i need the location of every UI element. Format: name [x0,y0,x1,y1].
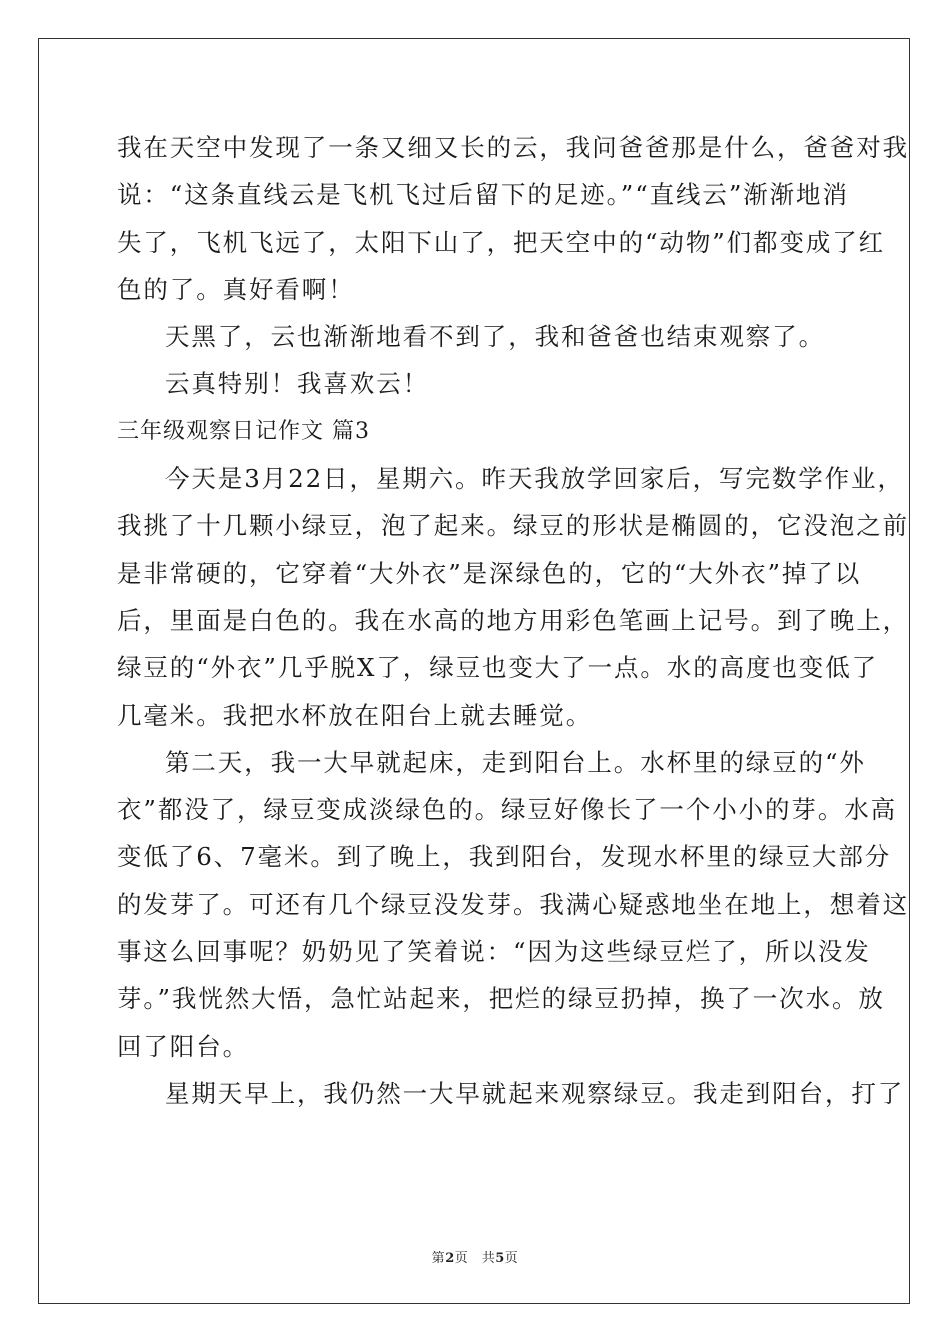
text-line: 星期天早上，我仍然一大早就起来观察绿豆。我走到阳台，打了 [165,1078,905,1108]
text-line: 的发芽了。可还有几个绿豆没发芽。我满心疑惑地坐在地上，想着这 [117,889,909,919]
text-line: 回了阳台。 [117,1031,249,1061]
text-line: 失了，飞机飞远了，太阳下山了，把天空中的“动物”们都变成了红 [117,227,886,257]
footer-prefix: 第 [431,1251,446,1266]
text-line: 芽。”我恍然大悟，急忙站起来，把烂的绿豆扔掉，换了一次水。放 [117,984,885,1014]
paragraph [117,360,837,407]
text-line: 说：“这条直线云是飞机飞过后留下的足迹。”“直线云”渐渐地消 [117,180,849,210]
text-line: 事这么回事呢？奶奶见了笑着说：“因为这些绿豆烂了，所以没发 [117,937,871,967]
text-line: 我挑了十几颗小绿豆，泡了起来。绿豆的形状是椭圆的，它没泡之前 [117,511,909,541]
paragraph [117,739,909,1070]
text-line: 色的了。真好看啊！ [117,274,355,304]
text-line: 第二天，我一大早就起床，走到阳台上。水杯里的绿豆的“外 [165,747,866,777]
text-line: 几毫米。我把水杯放在阳台上就去睡觉。 [117,700,593,730]
paragraph [117,455,909,739]
text-line: 是非常硬的，它穿着“大外衣”是深绿色的，它的“大外衣”掉了以 [117,558,862,588]
section-heading [117,408,837,455]
text-line: 衣”都没了，绿豆变成淡绿色的。绿豆好像长了一个小小的芽。水高 [117,795,898,825]
total-pages-number: 5 [495,1251,505,1266]
page-footer [0,1247,950,1266]
current-page-number: 2 [445,1251,455,1266]
text-line: 变低了6、7毫米。到了晚上，我到阳台，发现水杯里的绿豆大部分 [117,842,892,872]
text-line: 后，里面是白色的。我在水高的地方用彩色笔画上记号。到了晚上， [117,605,909,635]
text-line: 天黑了，云也渐渐地看不到了，我和爸爸也结束观察了。 [165,322,825,352]
paragraph [117,124,909,313]
document-body [117,124,909,1117]
paragraph [117,1070,905,1117]
footer-suffix: 页 [504,1251,519,1266]
footer-middle: 页 共 [454,1251,496,1266]
text-line: 三年级观察日记作文 篇3 [117,418,370,444]
text-line: 云真特别！我喜欢云！ [165,369,429,399]
paragraph [117,313,837,360]
text-line: 绿豆的“外衣”几乎脱X了，绿豆也变大了一点。水的高度也变低了 [117,653,878,683]
text-line: 我在天空中发现了一条又细又长的云，我问爸爸那是什么，爸爸对我 [117,133,909,162]
text-line: 今天是3月22日，星期六。昨天我放学回家后，写完数学作业， [165,464,904,494]
